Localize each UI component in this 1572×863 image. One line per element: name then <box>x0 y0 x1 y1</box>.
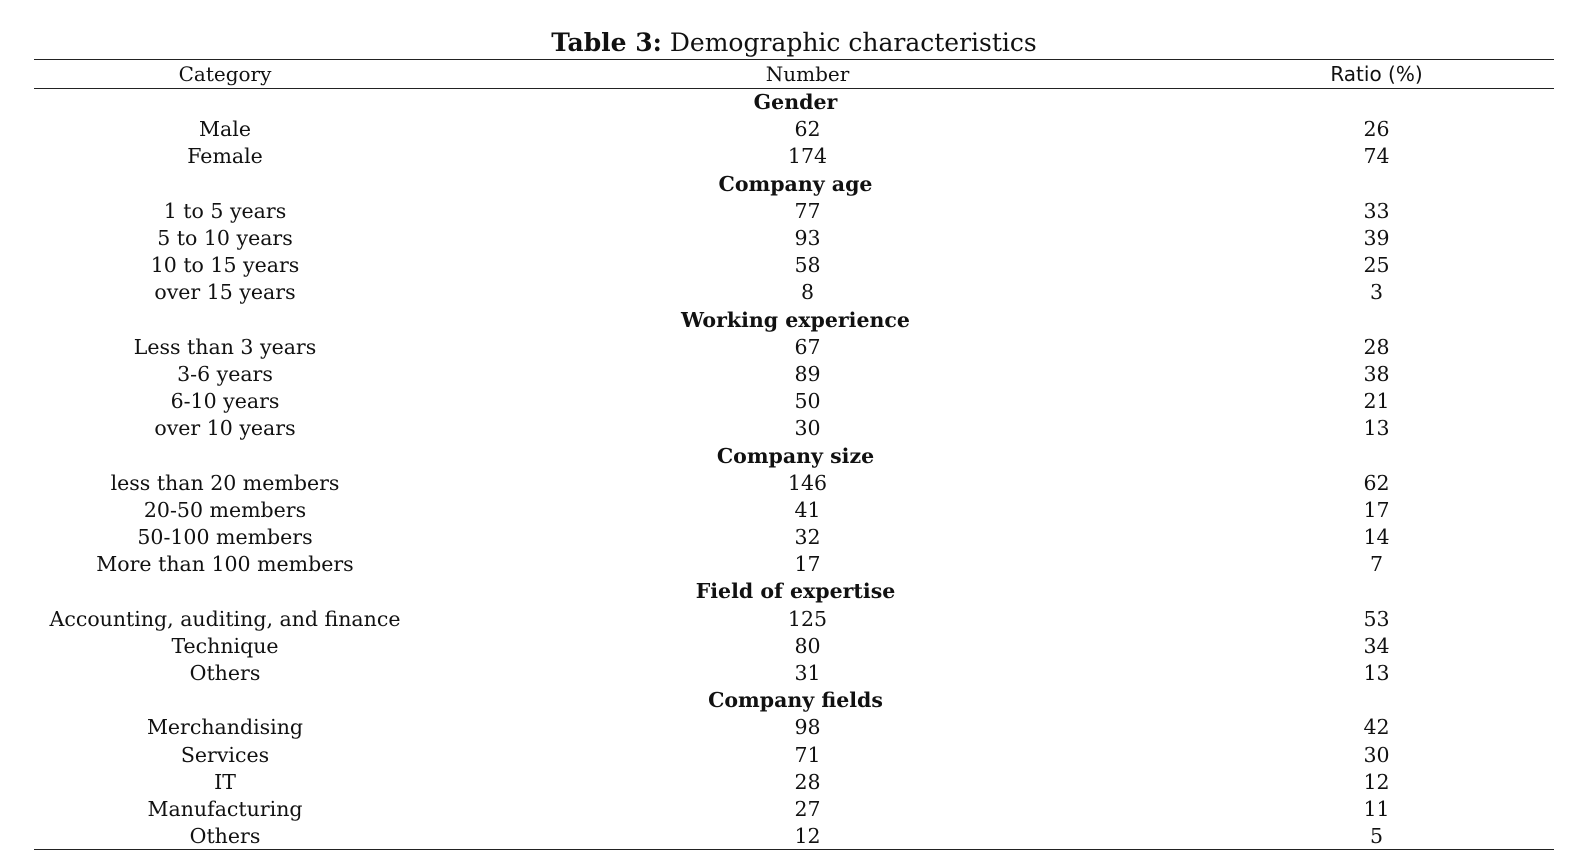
cell-ratio: 5 <box>1369 823 1384 848</box>
group-title: Company size <box>716 443 875 468</box>
cell-category: More than 100 members <box>96 552 354 577</box>
cell-category: Less than 3 years <box>133 334 317 359</box>
cell-category: Accounting, auditing, and finance <box>49 606 401 631</box>
cell-category: 1 to 5 years <box>163 198 287 223</box>
cell-category: Services <box>180 742 270 767</box>
table-row <box>34 714 1554 741</box>
cell-number: 30 <box>794 416 821 441</box>
table-row <box>34 524 1554 551</box>
table-row <box>34 279 1554 306</box>
cell-number: 146 <box>787 470 828 495</box>
cell-ratio: 28 <box>1363 334 1390 359</box>
cell-category: over 15 years <box>154 280 296 305</box>
cell-category: Technique <box>171 633 279 658</box>
cell-ratio: 62 <box>1363 470 1390 495</box>
cell-category: Others <box>189 661 261 686</box>
table-row <box>34 469 1554 496</box>
group-header-row <box>34 89 1554 116</box>
cell-number: 27 <box>794 796 821 821</box>
table-row <box>34 795 1554 822</box>
cell-category: Merchandising <box>146 715 304 740</box>
cell-number: 58 <box>794 253 821 278</box>
cell-ratio: 13 <box>1363 416 1390 441</box>
cell-ratio: 14 <box>1363 525 1390 550</box>
table-caption-text: Demographic characteristics <box>669 28 1037 57</box>
cell-ratio: 74 <box>1363 144 1390 169</box>
header-number: Number <box>765 62 850 86</box>
cell-ratio: 17 <box>1363 497 1390 522</box>
cell-number: 89 <box>794 361 821 386</box>
cell-ratio: 33 <box>1363 198 1390 223</box>
table-row <box>34 823 1554 850</box>
cell-ratio: 26 <box>1363 117 1390 142</box>
cell-number: 28 <box>794 769 821 794</box>
cell-category: 5 to 10 years <box>157 226 293 251</box>
cell-ratio: 39 <box>1363 226 1390 251</box>
group-header-row <box>34 170 1554 197</box>
cell-number: 12 <box>794 823 821 848</box>
cell-number: 31 <box>794 661 821 686</box>
cell-ratio: 13 <box>1363 661 1390 686</box>
group-header-row <box>34 442 1554 469</box>
table-row <box>34 605 1554 632</box>
header-row <box>34 60 1554 89</box>
cell-category: over 10 years <box>154 416 296 441</box>
cell-number: 17 <box>794 552 821 577</box>
group-title: Gender <box>753 90 838 115</box>
table-row <box>34 741 1554 768</box>
cell-number: 67 <box>794 334 821 359</box>
cell-number: 32 <box>794 525 821 550</box>
group-title: Company age <box>718 171 873 196</box>
table-header <box>34 60 1554 89</box>
cell-category: 3-6 years <box>177 361 273 386</box>
cell-number: 71 <box>794 742 821 767</box>
cell-ratio: 12 <box>1363 769 1390 794</box>
cell-ratio: 53 <box>1363 606 1390 631</box>
group-header-row <box>34 687 1554 714</box>
table-row <box>34 224 1554 251</box>
table-row <box>34 116 1554 143</box>
cell-ratio: 30 <box>1363 742 1390 767</box>
cell-number: 98 <box>794 715 821 740</box>
cell-category: Male <box>199 117 251 142</box>
cell-number: 80 <box>794 633 821 658</box>
table-row <box>34 551 1554 578</box>
cell-ratio: 11 <box>1363 796 1390 821</box>
table-row <box>34 333 1554 360</box>
cell-number: 174 <box>787 144 828 169</box>
cell-category: Female <box>187 144 263 169</box>
group-title: Company fields <box>708 688 883 713</box>
cell-ratio: 25 <box>1363 253 1390 278</box>
cell-category: 20-50 members <box>143 497 307 522</box>
cell-number: 125 <box>787 606 828 631</box>
table-row <box>34 360 1554 387</box>
cell-category: Manufacturing <box>147 796 303 821</box>
header-ratio: Ratio (%) <box>1330 62 1423 86</box>
group-header-row <box>34 306 1554 333</box>
table-row <box>34 415 1554 442</box>
cell-number: 77 <box>794 198 821 223</box>
cell-category: less than 20 members <box>110 470 340 495</box>
table-container <box>34 59 1554 850</box>
cell-category: IT <box>214 769 236 794</box>
table-row <box>34 197 1554 224</box>
group-header-row <box>34 578 1554 605</box>
cell-category: 50-100 members <box>137 525 313 550</box>
table-caption <box>0 27 1572 59</box>
table-row <box>34 496 1554 523</box>
cell-number: 41 <box>794 497 821 522</box>
cell-number: 50 <box>794 389 821 414</box>
table-row <box>34 252 1554 279</box>
group-title: Working experience <box>681 307 910 332</box>
table-caption-label: Table 3: <box>551 28 662 57</box>
table-row <box>34 632 1554 659</box>
cell-ratio: 3 <box>1369 280 1384 305</box>
cell-category: 6-10 years <box>170 389 280 414</box>
table-row <box>34 143 1554 170</box>
table-row <box>34 659 1554 686</box>
cell-category: 10 to 15 years <box>150 253 300 278</box>
table-body <box>34 89 1554 850</box>
cell-ratio: 42 <box>1363 715 1390 740</box>
table-row <box>34 388 1554 415</box>
cell-ratio: 21 <box>1363 389 1390 414</box>
demographics-table <box>34 59 1554 850</box>
cell-number: 8 <box>800 280 815 305</box>
cell-category: Others <box>189 823 261 848</box>
cell-number: 93 <box>794 226 821 251</box>
cell-ratio: 7 <box>1369 552 1384 577</box>
cell-number: 62 <box>794 117 821 142</box>
table-row <box>34 768 1554 795</box>
cell-ratio: 34 <box>1363 633 1390 658</box>
header-category: Category <box>178 62 272 86</box>
cell-ratio: 38 <box>1363 361 1390 386</box>
group-title: Field of expertise <box>695 579 896 604</box>
